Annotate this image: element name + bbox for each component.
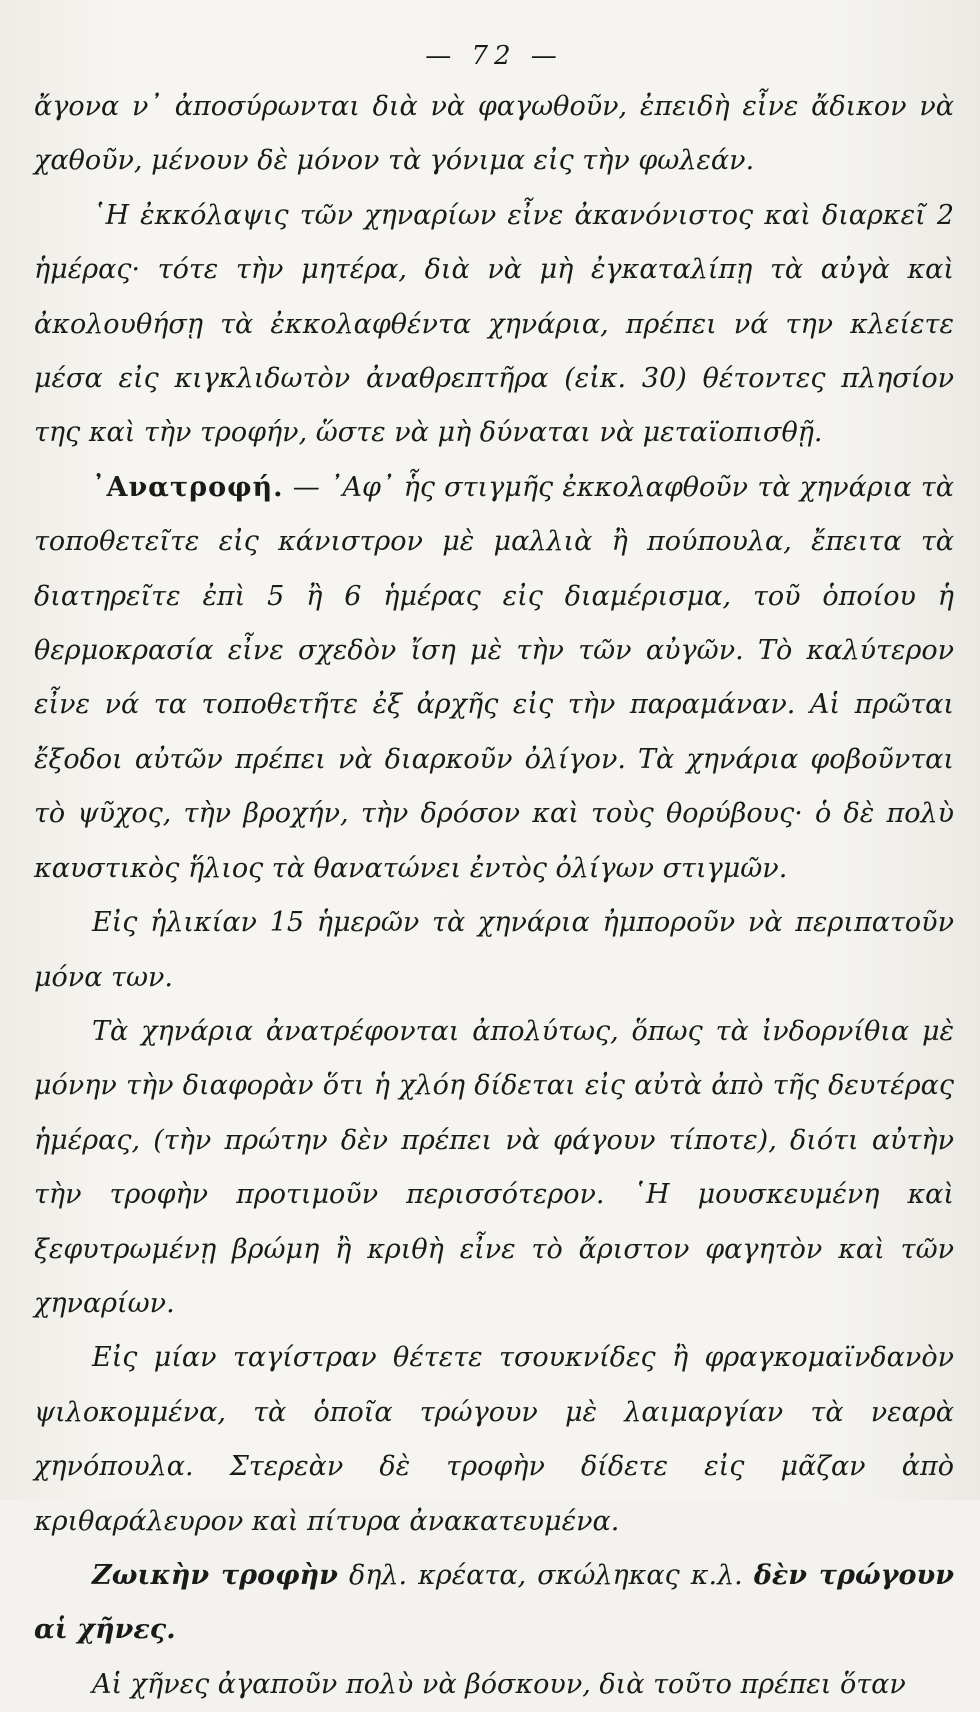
paragraph-2: [34, 189, 954, 461]
paragraph-3-text: — ᾽Αφ᾽ ἧς στιγμῆς ἐκκολαφθοῦν τὰ χηνάρια τὰ τοποθετεῖτε εἰς κάνιστρον μὲ μαλλιὰ ἢ πούπουλα, ἔπειτα τὰ διατηρεῖτε ἐπὶ 5 ἢ 6 ἡμέρας εἰς διαμέρισμα, τοῦ ὁποίου ἡ θερμοκρασία εἶνε σχεδὸν ἴση μὲ τὴν τῶν αὐγῶν. Τὸ καλύτερον εἶνε νά τα τοποθετῆτε ἐξ ἀρχῆς εἰς τὴν παραμάναν. Αἱ πρῶται ἔξοδοι αὐτῶν πρέπει νὰ διαρκοῦν ὀλίγον. Τὰ χηνάρια φοβοῦνται τὸ ψῦχος, τὴν βροχήν, τὴν δρόσον καὶ τοὺς θορύβους· ὁ δὲ πολὺ καυστικὸς ἥλιος τὰ θανατώνει ἐντὸς ὀλίγων στιγμῶν.: [34, 471, 954, 884]
paragraph-8-text: Αἱ χῆνες ἀγαποῦν πολὺ νὰ βόσκουν, διὰ τοῦτο πρέπει ὅταν: [92, 1668, 906, 1700]
paragraph-6-text: Εἰς μίαν ταγίστραν θέτετε τσουκνίδες ἢ φραγκομαϊνδανὸν ψιλοκομμένα, τὰ ὁποῖα τρώγουν μὲ λαιμαργίαν τὰ νεαρὰ χηνόπουλα. Στερεὰν δὲ τροφὴν δίδετε εἰς μᾶζαν ἀπὸ κριθαράλευρον καὶ πίτυρα ἀνακατευμένα.: [34, 1342, 954, 1537]
bold-lead-phrase: Ζωικὴν τροφὴν: [92, 1559, 338, 1591]
paragraph-7-text: δηλ. κρέατα, σκώληκας κ.λ.: [348, 1559, 743, 1591]
paragraph-4: [34, 896, 954, 1005]
paragraph-1-text: ἄγονα ν᾽ ἀποσύρωνται διὰ νὰ φαγωθοῦν, ἐπειδὴ εἶνε ἄδικον νὰ χαθοῦν, μένουν δὲ μόνον τὰ γόνιμα εἰς τὴν φωλεάν.: [34, 91, 954, 177]
paragraph-5: [34, 1005, 954, 1331]
paragraph-8: [34, 1658, 954, 1712]
section-heading: ᾽Ανατροφή.: [92, 471, 284, 503]
paragraph-7: [34, 1549, 954, 1658]
paragraph-5-text: Τὰ χηνάρια ἀνατρέφονται ἀπολύτως, ὅπως τὰ ἰνδορνίθια μὲ μόνην τὴν διαφορὰν ὅτι ἡ χλόη δίδεται εἰς αὐτὰ ἀπὸ τῆς δευτέρας ἡμέρας, (τὴν πρώτην δὲν πρέπει νὰ φάγουν τίποτε), διότι αὐτὴν τὴν τροφὴν προτιμοῦν περισσότερον. ῾Η μουσκευμένη καὶ ξεφυτρωμένῃ βρώμη ἢ κριθὴ εἶνε τὸ ἄριστον φαγητὸν καὶ τῶν χηναρίων.: [34, 1015, 954, 1319]
body-text: [34, 80, 954, 1712]
bold-tail-phrase: δὲν τρώγουν αἱ χῆνες.: [34, 1559, 954, 1646]
paragraph-3: [34, 461, 954, 896]
paragraph-1: [34, 80, 954, 189]
page-number: — 72 —: [425, 41, 563, 71]
paragraph-2-text: ῾Η ἐκκόλαψις τῶν χηναρίων εἶνε ἀκανόνιστος καὶ διαρκεῖ 2 ἡμέρας· τότε τὴν μητέρα, διὰ νὰ μὴ ἐγκαταλίπῃ τὰ αὐγὰ καὶ ἀκολουθήσῃ τὰ ἐκκολαφθέντα χηνάρια, πρέπει νά την κλείετε μέσα εἰς κιγκλιδωτὸν ἀναθρεπτῆρα (εἰκ. 30) θέτοντες πλησίον της καὶ τὴν τροφήν, ὥστε νὰ μὴ δύναται νὰ μεταϊοπισθῇ.: [34, 199, 954, 449]
paragraph-4-text: Εἰς ἡλικίαν 15 ἡμερῶν τὰ χηνάρια ἠμποροῦν νὰ περιπατοῦν μόνα των.: [34, 907, 954, 993]
paragraph-6: [34, 1331, 954, 1549]
